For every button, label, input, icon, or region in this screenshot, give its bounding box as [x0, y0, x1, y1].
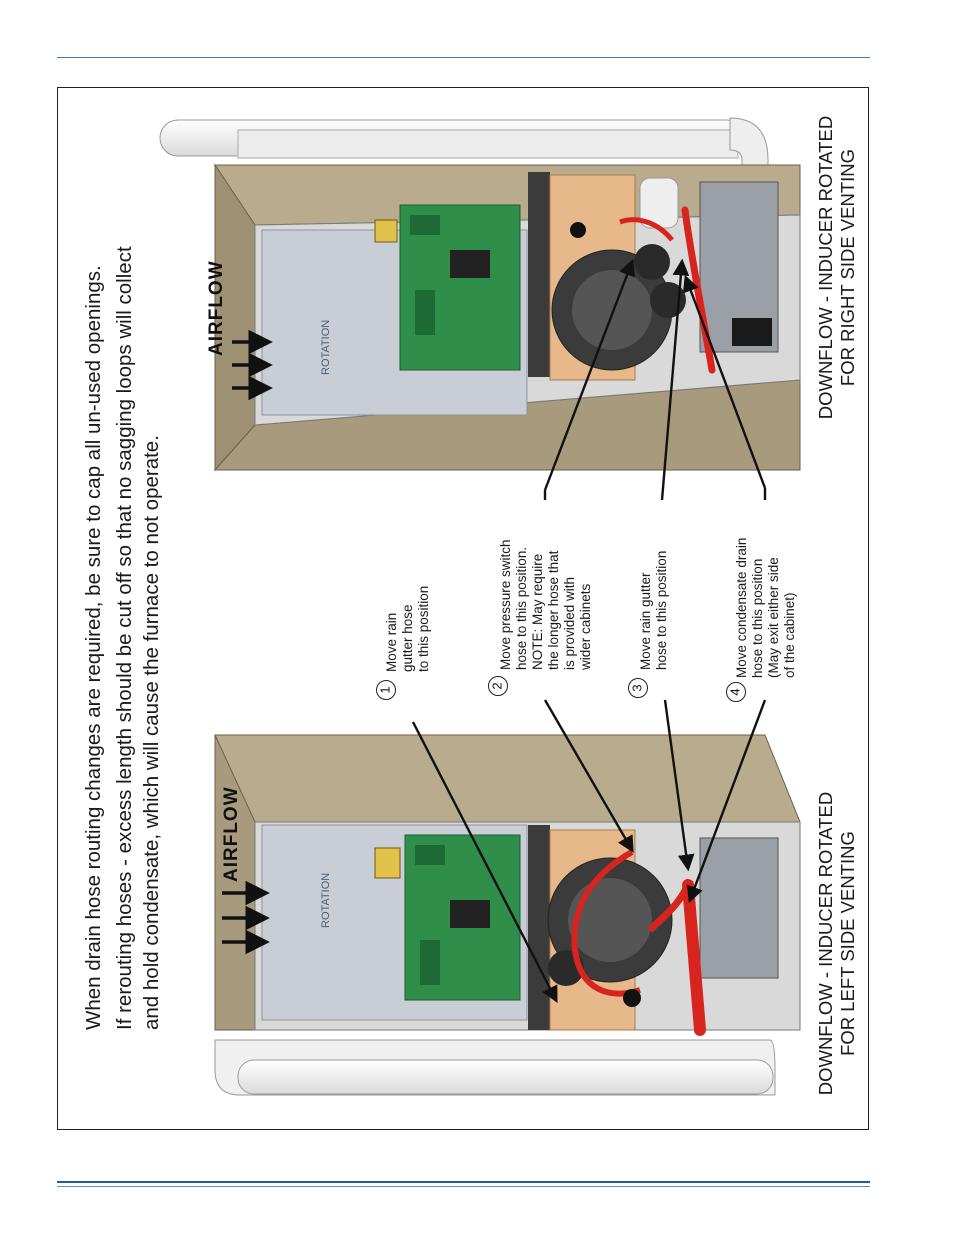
- instruction-line-3: and hold condensate, which will cause the furnace to not operate.: [140, 435, 163, 1030]
- vent-pipe-lower: [238, 130, 738, 158]
- gas-valve: [732, 318, 772, 346]
- vent-pipe-lower: [238, 1060, 773, 1094]
- divider-panel: [528, 825, 550, 1030]
- airflow-label-left: AIRFLOW: [221, 786, 242, 882]
- pressure-switch: [623, 989, 641, 1007]
- footer-rule: [57, 1181, 870, 1183]
- step-4-text: Move condensate drain hose to this position (May exit either side of the cabinet): [734, 537, 797, 678]
- step-2-number: 2: [488, 676, 508, 696]
- instruction-line-2: If rerouting hoses - excess length should be cut off so that no sagging loops will collect: [113, 246, 136, 1030]
- step-1-text: Move rain gutter hose to this position: [384, 585, 431, 672]
- rotation-label-left: ROTATION: [320, 872, 332, 928]
- divider-panel: [528, 172, 550, 377]
- cabinet-top-face: [215, 735, 800, 822]
- pressure-switch: [570, 222, 586, 238]
- transformer: [375, 220, 397, 242]
- right-furnace: [160, 118, 800, 470]
- footer-rule-thin: [57, 1186, 870, 1187]
- caption-left-venting: DOWNFLOW - INDUCER ROTATED FOR LEFT SIDE VENTING: [815, 791, 858, 1096]
- rotation-label-right: ROTATION: [320, 319, 332, 375]
- left-furnace: [215, 735, 800, 1095]
- gas-manifold: [700, 838, 778, 978]
- instruction-line-1: When drain hose routing changes are required, be sure to cap all un-used openings.: [82, 265, 105, 1030]
- step-3-number: 3: [628, 678, 648, 698]
- transformer: [375, 848, 400, 878]
- step-1-number: 1: [376, 680, 396, 700]
- caption-right-venting: DOWNFLOW - INDUCER ROTATED FOR RIGHT SIDE VENTING: [815, 115, 858, 420]
- airflow-label-right: AIRFLOW: [206, 260, 227, 356]
- step-3-text: Move rain gutter hose to this position: [638, 550, 669, 670]
- instruction-text: [80, 246, 165, 1030]
- step-2-text: Move pressure switch hose to this position. NOTE: May require the longer hose that is provided with wider cabinets: [498, 539, 593, 670]
- step-4-number: 4: [726, 682, 746, 702]
